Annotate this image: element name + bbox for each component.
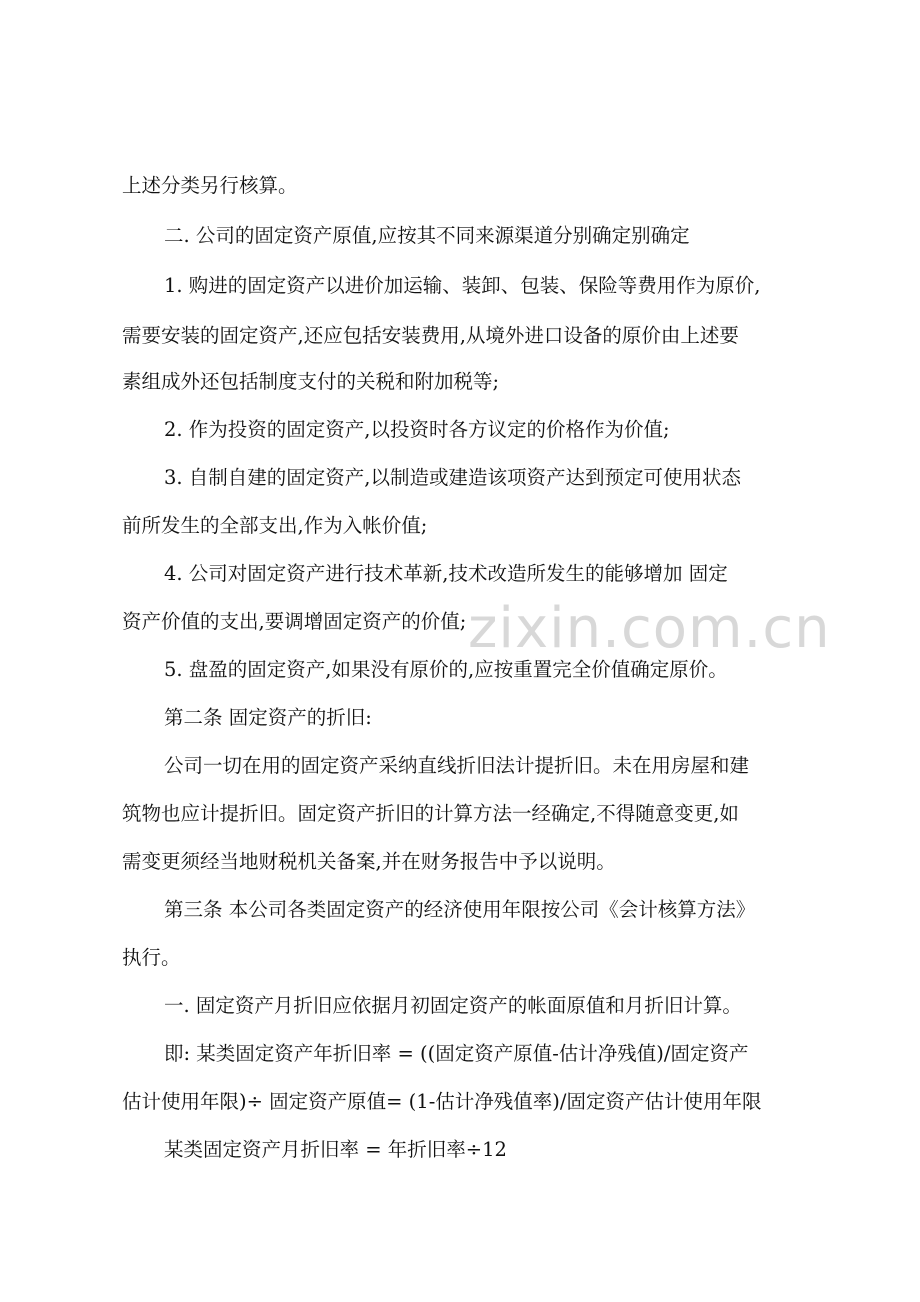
paragraph-line: 执行。 — [122, 946, 181, 969]
paragraph-line: 2. 作为投资的固定资产,以投资时各方议定的价格作为价值; — [164, 418, 670, 441]
paragraph-line: 需变更须经当地财税机关备案,并在财务报告中予以说明。 — [122, 850, 616, 873]
paragraph-line: 二. 公司的固定资产原值,应按其不同来源渠道分别确定别确定 — [164, 224, 690, 247]
paragraph-line: 某类固定资产月折旧率 = 年折旧率÷12 — [164, 1138, 507, 1161]
paragraph-line: 前所发生的全部支出,作为入帐价值; — [122, 514, 428, 537]
paragraph-line: 第三条 本公司各类固定资产的经济使用年限按公司《会计核算方法》 — [164, 898, 756, 921]
paragraph-line: 1. 购进的固定资产以进价加运输、装卸、包装、保险等费用作为原价, — [164, 274, 761, 297]
paragraph-line: 素组成外还包括制度支付的关税和附加税等; — [122, 370, 500, 393]
watermark: zixin.com.cn — [468, 596, 831, 661]
paragraph-line: 需要安装的固定资产,还应包括安装费用,从境外进口设备的原价由上述要 — [122, 324, 739, 347]
paragraph-line: 估计使用年限)÷ 固定资产原值= (1-估计净残值率)/固定资产估计使用年限 — [122, 1090, 762, 1113]
paragraph-line: 公司一切在用的固定资产采纳直线折旧法计提折旧。未在用房屋和建 — [164, 754, 750, 777]
paragraph-line: 资产价值的支出,要调增固定资产的价值; — [122, 610, 467, 633]
paragraph-line: 4. 公司对固定资产进行技术革新,技术改造所发生的能够增加 固定 — [164, 562, 728, 585]
paragraph-line: 筑物也应计提折旧。固定资产折旧的计算方法一经确定,不得随意变更,如 — [122, 802, 739, 825]
paragraph-line: 一. 固定资产月折旧应依据月初固定资产的帐面原值和月折旧计算。 — [164, 994, 742, 1017]
paragraph-line: 5. 盘盈的固定资产,如果没有原价的,应按重置完全价值确定原价。 — [164, 658, 728, 681]
paragraph-line: 第二条 固定资产的折旧: — [164, 706, 372, 729]
paragraph-line: 即: 某类固定资产年折旧率 = ((固定资产原值-估计净残值)/固定资产 — [164, 1042, 749, 1065]
paragraph-line: 3. 自制自建的固定资产,以制造或建造该项资产达到预定可使用状态 — [164, 466, 742, 489]
paragraph-line: 上述分类另行核算。 — [122, 174, 298, 197]
